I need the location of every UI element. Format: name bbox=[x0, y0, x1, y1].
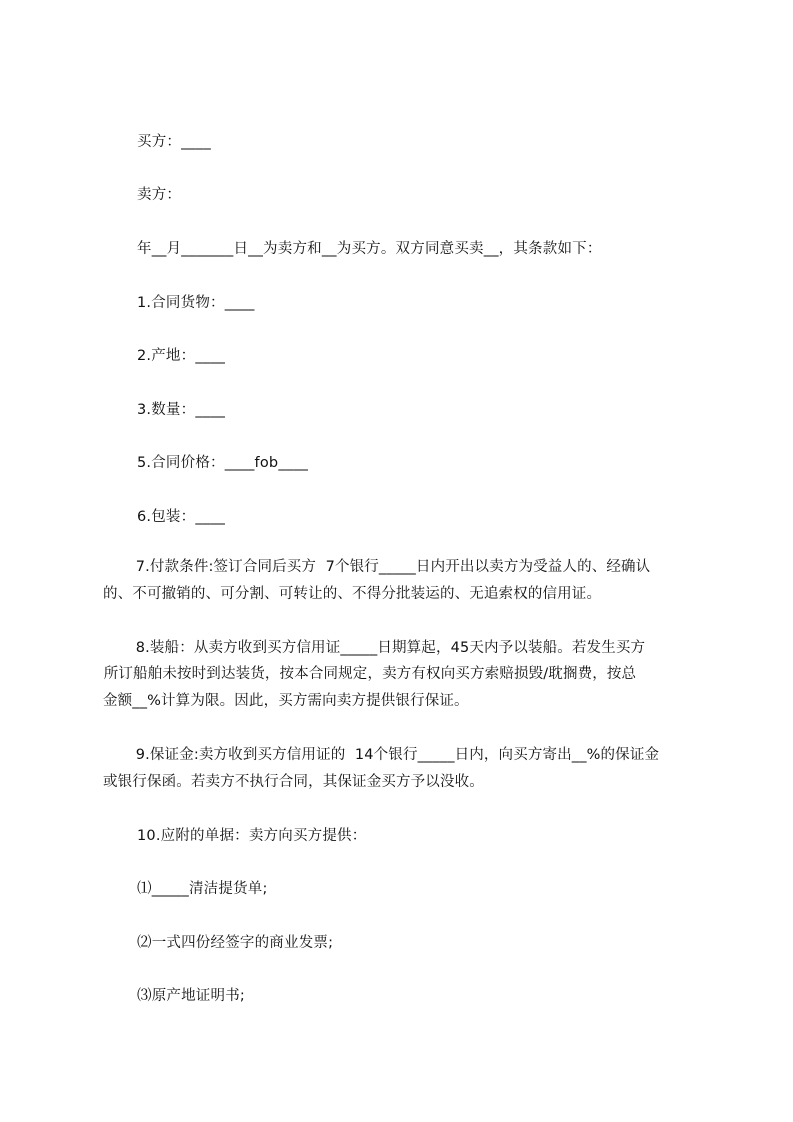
deposit-line-1: 9.保证金:卖方收到买方信用证的 14个银行_____日内，向买方寄出__%的保证金 bbox=[131, 747, 660, 763]
item-packaging: 6.包装：____ bbox=[137, 509, 226, 525]
intro-line: 年__月_______日__为卖方和__为买方。双方同意买卖__，其条款如下： bbox=[137, 241, 602, 257]
item-origin: 2.产地：____ bbox=[137, 348, 226, 364]
document-item-certificate-of-origin: ⑶原产地证明书; bbox=[137, 988, 245, 1004]
item-cargo: 1.合同货物：____ bbox=[137, 295, 255, 311]
payment-line-1: 7.付款条件:签订合同后买方 7个银行_____日内开出以卖方为受益人的、经确认 bbox=[131, 559, 651, 575]
item-price: 5.合同价格：____fob____ bbox=[137, 455, 309, 471]
buyer-line: 买方：____ bbox=[137, 134, 211, 150]
document-item-bill-of-lading: ⑴_____清洁提货单; bbox=[137, 881, 268, 897]
document-item-commercial-invoice: ⑵一式四份经签字的商业发票; bbox=[137, 935, 334, 951]
shipment-line-3: 金额__%计算为限。因此，买方需向卖方提供银行保证。 bbox=[103, 693, 469, 709]
payment-line-2: 的、不可撤销的、可分割、可转让的、不得分批装运的、无追索权的信用证。 bbox=[103, 586, 602, 602]
shipment-line-1: 8.装船：从卖方收到买方信用证_____日期算起，45天内予以装船。若发生买方 bbox=[131, 640, 646, 656]
shipment-line-2: 所订船舶未按时到达装货，按本合同规定，卖方有权向买方索赔损毁/耽搁费，按总 bbox=[99, 666, 637, 682]
deposit-line-2: 或银行保函。若卖方不执行合同，其保证金买方予以没收。 bbox=[103, 774, 484, 790]
documents-heading: 10.应附的单据：卖方向买方提供： bbox=[137, 828, 367, 844]
seller-line: 卖方： bbox=[137, 187, 182, 203]
item-quantity: 3.数量：____ bbox=[137, 402, 226, 418]
